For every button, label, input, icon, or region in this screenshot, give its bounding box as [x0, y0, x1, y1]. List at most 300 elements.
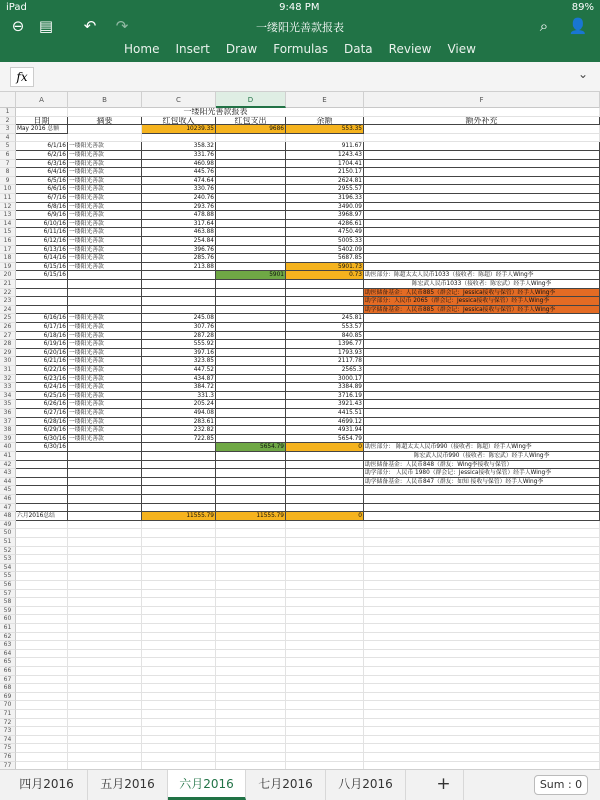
balance-cell[interactable]: 3921.43	[286, 400, 364, 409]
income-cell[interactable]: 478.88	[142, 211, 216, 220]
cell[interactable]	[68, 658, 142, 667]
cell[interactable]	[216, 547, 286, 556]
cell[interactable]	[364, 125, 600, 134]
expense-cell[interactable]	[216, 357, 286, 366]
row-number[interactable]: 54	[0, 564, 16, 573]
cell[interactable]	[216, 134, 286, 143]
row-number[interactable]: 12	[0, 203, 16, 212]
sheet-tab-aug[interactable]: 八月2016	[326, 770, 406, 800]
date-cell[interactable]: 6/5/16	[16, 177, 68, 186]
cell[interactable]	[286, 753, 364, 762]
income-cell[interactable]: 317.64	[142, 220, 216, 229]
desc-cell[interactable]: 一缕阳光善款	[68, 426, 142, 435]
cell[interactable]	[142, 615, 216, 624]
income-cell[interactable]: 474.64	[142, 177, 216, 186]
row-number[interactable]: 17	[0, 246, 16, 255]
cell[interactable]	[364, 547, 600, 556]
desc-cell[interactable]	[68, 443, 142, 452]
desc-cell[interactable]	[68, 271, 142, 280]
row-number[interactable]: 33	[0, 383, 16, 392]
cell[interactable]	[364, 676, 600, 685]
date-cell[interactable]: 6/20/16	[16, 349, 68, 358]
empty-cell[interactable]	[68, 297, 142, 306]
row-number[interactable]: 43	[0, 469, 16, 478]
cell[interactable]	[68, 762, 142, 769]
balance-cell[interactable]: 5901.73	[286, 263, 364, 272]
empty-cell[interactable]	[142, 306, 216, 315]
balance-cell[interactable]: 3384.89	[286, 383, 364, 392]
income-cell[interactable]: 307.76	[142, 323, 216, 332]
empty-cell[interactable]	[142, 469, 216, 478]
cell[interactable]	[16, 615, 68, 624]
date-cell[interactable]: 6/1/16	[16, 142, 68, 151]
column-header-c[interactable]: C	[142, 92, 216, 108]
cell[interactable]	[364, 538, 600, 547]
expense-cell[interactable]	[216, 400, 286, 409]
cell[interactable]	[68, 710, 142, 719]
cell[interactable]	[142, 684, 216, 693]
income-cell[interactable]: 205.24	[142, 400, 216, 409]
cell[interactable]	[16, 134, 68, 143]
cell[interactable]	[68, 564, 142, 573]
cell[interactable]	[16, 555, 68, 564]
row-number[interactable]: 3	[0, 125, 16, 134]
cell[interactable]	[216, 624, 286, 633]
cell[interactable]	[216, 641, 286, 650]
ribbon-tab-data[interactable]: Data	[344, 42, 373, 56]
cell[interactable]	[16, 529, 68, 538]
expense-cell[interactable]	[216, 160, 286, 169]
desc-cell[interactable]: 一缕阳光善款	[68, 263, 142, 272]
empty-cell[interactable]	[68, 461, 142, 470]
cell[interactable]	[286, 701, 364, 710]
income-cell[interactable]: 293.76	[142, 203, 216, 212]
cell[interactable]	[68, 581, 142, 590]
income-cell[interactable]: 722.85	[142, 435, 216, 444]
cell[interactable]	[364, 727, 600, 736]
cell[interactable]	[68, 624, 142, 633]
month-total-label[interactable]: May 2016 总额	[16, 125, 68, 134]
cell[interactable]	[286, 727, 364, 736]
empty-cell[interactable]	[142, 478, 216, 487]
row-number[interactable]: 53	[0, 555, 16, 564]
row-number[interactable]: 28	[0, 340, 16, 349]
row-number[interactable]: 1	[0, 108, 16, 117]
desc-cell[interactable]: 一缕阳光善款	[68, 142, 142, 151]
expense-cell[interactable]	[216, 220, 286, 229]
row-number[interactable]: 7	[0, 160, 16, 169]
expense-cell[interactable]	[216, 323, 286, 332]
balance-cell[interactable]: 0.73	[286, 271, 364, 280]
empty-cell[interactable]	[216, 297, 286, 306]
ribbon-tab-review[interactable]: Review	[388, 42, 432, 56]
cell[interactable]	[216, 581, 286, 590]
date-cell[interactable]: 6/14/16	[16, 254, 68, 263]
desc-cell[interactable]: 一缕阳光善款	[68, 357, 142, 366]
empty-cell[interactable]	[216, 469, 286, 478]
row-number[interactable]: 39	[0, 435, 16, 444]
cell[interactable]	[364, 108, 600, 117]
cell[interactable]	[364, 753, 600, 762]
row-number[interactable]: 13	[0, 211, 16, 220]
cell[interactable]	[364, 555, 600, 564]
cell[interactable]	[16, 693, 68, 702]
empty-cell[interactable]	[68, 486, 142, 495]
ribbon-tab-formulas[interactable]: Formulas	[273, 42, 328, 56]
back-icon[interactable]: ⊖	[11, 17, 25, 35]
cell[interactable]	[216, 753, 286, 762]
summary-balance[interactable]: 0	[286, 512, 364, 521]
note-cell[interactable]: 助医储备基金：人民币848（群友：Wing李接收与保管）	[364, 461, 600, 470]
balance-cell[interactable]: 245.81	[286, 314, 364, 323]
cell[interactable]	[364, 590, 600, 599]
date-cell[interactable]: 6/15/16	[16, 263, 68, 272]
cell[interactable]	[16, 641, 68, 650]
desc-cell[interactable]: 一缕阳光善款	[68, 228, 142, 237]
cell[interactable]	[286, 564, 364, 573]
date-cell[interactable]: 6/13/16	[16, 246, 68, 255]
balance-cell[interactable]: 1793.93	[286, 349, 364, 358]
empty-cell[interactable]	[16, 495, 68, 504]
ribbon-tab-home[interactable]: Home	[124, 42, 160, 56]
balance-cell[interactable]: 4286.61	[286, 220, 364, 229]
cell[interactable]	[216, 555, 286, 564]
cell[interactable]	[16, 658, 68, 667]
row-number[interactable]: 57	[0, 590, 16, 599]
row-number[interactable]: 55	[0, 572, 16, 581]
note-cell[interactable]	[364, 168, 600, 177]
empty-cell[interactable]	[286, 478, 364, 487]
cell[interactable]	[142, 547, 216, 556]
cell[interactable]	[364, 134, 600, 143]
balance-cell[interactable]: 5654.79	[286, 435, 364, 444]
note-cell[interactable]	[364, 504, 600, 513]
empty-cell[interactable]	[286, 297, 364, 306]
cell[interactable]	[216, 521, 286, 530]
cell[interactable]	[16, 650, 68, 659]
cell[interactable]	[216, 529, 286, 538]
row-number[interactable]: 47	[0, 504, 16, 513]
cell[interactable]	[142, 650, 216, 659]
desc-cell[interactable]: 一缕阳光善款	[68, 392, 142, 401]
balance-cell[interactable]: 4750.49	[286, 228, 364, 237]
desc-cell[interactable]: 一缕阳光善款	[68, 349, 142, 358]
income-cell[interactable]: 323.85	[142, 357, 216, 366]
cell[interactable]	[364, 693, 600, 702]
balance-cell[interactable]: 4699.12	[286, 418, 364, 427]
row-number[interactable]: 71	[0, 710, 16, 719]
date-cell[interactable]: 6/17/16	[16, 323, 68, 332]
date-cell[interactable]: 6/12/16	[16, 237, 68, 246]
summary-income[interactable]: 11555.79	[142, 512, 216, 521]
cell[interactable]	[286, 598, 364, 607]
date-cell[interactable]: 6/10/16	[16, 220, 68, 229]
cell[interactable]	[16, 684, 68, 693]
cell[interactable]	[142, 719, 216, 728]
expense-cell[interactable]: 5901	[216, 271, 286, 280]
cell[interactable]	[216, 633, 286, 642]
note-cell[interactable]	[364, 237, 600, 246]
column-header-a[interactable]: A	[16, 92, 68, 108]
header-cell[interactable]: 余额	[286, 117, 364, 126]
cell[interactable]	[16, 598, 68, 607]
cell[interactable]	[286, 624, 364, 633]
cell[interactable]	[142, 693, 216, 702]
date-cell[interactable]: 6/21/16	[16, 357, 68, 366]
cell[interactable]	[286, 521, 364, 530]
expense-cell[interactable]	[216, 366, 286, 375]
date-cell[interactable]: 6/9/16	[16, 211, 68, 220]
cell[interactable]	[68, 134, 142, 143]
cell[interactable]	[364, 744, 600, 753]
empty-cell[interactable]	[286, 486, 364, 495]
sheet-tab-apr[interactable]: 四月2016	[6, 770, 88, 800]
date-cell[interactable]: 6/23/16	[16, 375, 68, 384]
row-number[interactable]: 26	[0, 323, 16, 332]
cell[interactable]	[142, 658, 216, 667]
desc-cell[interactable]: 一缕阳光善款	[68, 177, 142, 186]
empty-cell[interactable]	[286, 306, 364, 315]
cell[interactable]	[142, 736, 216, 745]
empty-cell[interactable]	[16, 478, 68, 487]
row-number[interactable]: 9	[0, 177, 16, 186]
header-cell[interactable]: 摘要	[68, 117, 142, 126]
date-cell[interactable]: 6/19/16	[16, 340, 68, 349]
row-number[interactable]: 65	[0, 658, 16, 667]
desc-cell[interactable]: 一缕阳光善款	[68, 435, 142, 444]
cell[interactable]	[216, 719, 286, 728]
note-cell[interactable]	[364, 486, 600, 495]
date-cell[interactable]: 6/25/16	[16, 392, 68, 401]
cell[interactable]	[364, 633, 600, 642]
balance-cell[interactable]: 2150.17	[286, 168, 364, 177]
expense-cell[interactable]	[216, 418, 286, 427]
income-cell[interactable]: 232.82	[142, 426, 216, 435]
cell[interactable]	[142, 744, 216, 753]
row-number[interactable]: 6	[0, 151, 16, 160]
cell[interactable]	[142, 676, 216, 685]
note-cell[interactable]	[364, 366, 600, 375]
empty-cell[interactable]	[142, 280, 216, 289]
cell[interactable]	[142, 564, 216, 573]
note-cell[interactable]	[364, 203, 600, 212]
note-cell[interactable]	[364, 211, 600, 220]
sheet-title[interactable]: 一缕阳光善款报表	[68, 108, 364, 117]
income-cell[interactable]: 285.76	[142, 254, 216, 263]
row-number[interactable]: 18	[0, 254, 16, 263]
note-cell[interactable]	[364, 392, 600, 401]
cell[interactable]	[364, 719, 600, 728]
cell[interactable]	[286, 693, 364, 702]
empty-cell[interactable]	[16, 306, 68, 315]
sheet-tab-jun[interactable]: 六月2016	[168, 770, 246, 800]
cell[interactable]	[68, 590, 142, 599]
row-number[interactable]: 46	[0, 495, 16, 504]
cell[interactable]	[142, 538, 216, 547]
month-total-expense[interactable]: 9686	[216, 125, 286, 134]
row-number[interactable]: 31	[0, 366, 16, 375]
income-cell[interactable]: 330.76	[142, 185, 216, 194]
empty-cell[interactable]	[216, 306, 286, 315]
expense-cell[interactable]	[216, 349, 286, 358]
cell[interactable]	[142, 667, 216, 676]
income-cell[interactable]: 397.16	[142, 349, 216, 358]
balance-cell[interactable]: 3196.33	[286, 194, 364, 203]
month-total-income[interactable]: 10239.35	[142, 125, 216, 134]
income-cell[interactable]: 245.08	[142, 314, 216, 323]
cell[interactable]	[142, 753, 216, 762]
row-number[interactable]: 62	[0, 633, 16, 642]
row-number[interactable]: 23	[0, 297, 16, 306]
expense-cell[interactable]: 5654.79	[216, 443, 286, 452]
row-number[interactable]: 21	[0, 280, 16, 289]
row-number[interactable]: 27	[0, 332, 16, 341]
empty-cell[interactable]	[286, 289, 364, 298]
empty-cell[interactable]	[16, 461, 68, 470]
spreadsheet-grid[interactable]	[0, 92, 600, 769]
note-cell[interactable]	[364, 142, 600, 151]
desc-cell[interactable]: 一缕阳光善款	[68, 160, 142, 169]
row-number[interactable]: 58	[0, 598, 16, 607]
header-cell[interactable]: 红包收入	[142, 117, 216, 126]
row-number[interactable]: 63	[0, 641, 16, 650]
cell[interactable]	[286, 650, 364, 659]
expense-cell[interactable]	[216, 375, 286, 384]
cell[interactable]	[364, 762, 600, 769]
empty-cell[interactable]	[216, 495, 286, 504]
expense-cell[interactable]	[216, 392, 286, 401]
cell[interactable]	[68, 633, 142, 642]
row-number[interactable]: 10	[0, 185, 16, 194]
note-cell[interactable]	[364, 263, 600, 272]
expense-cell[interactable]	[216, 383, 286, 392]
cell[interactable]	[286, 615, 364, 624]
sheet-tab-jul[interactable]: 七月2016	[246, 770, 326, 800]
desc-cell[interactable]: 一缕阳光善款	[68, 332, 142, 341]
desc-cell[interactable]: 一缕阳光善款	[68, 409, 142, 418]
add-person-icon[interactable]: 👤	[568, 17, 588, 35]
cell[interactable]	[286, 538, 364, 547]
date-cell[interactable]: 6/30/16	[16, 435, 68, 444]
row-number[interactable]: 77	[0, 762, 16, 769]
cell[interactable]	[16, 762, 68, 769]
empty-cell[interactable]	[68, 280, 142, 289]
cell[interactable]	[216, 676, 286, 685]
note-cell[interactable]	[364, 418, 600, 427]
row-number[interactable]: 67	[0, 676, 16, 685]
expense-cell[interactable]	[216, 435, 286, 444]
cell[interactable]	[364, 650, 600, 659]
cell[interactable]	[286, 607, 364, 616]
cell[interactable]	[68, 641, 142, 650]
cell[interactable]	[142, 710, 216, 719]
cell[interactable]	[142, 641, 216, 650]
desc-cell[interactable]: 一缕阳光善款	[68, 366, 142, 375]
cell[interactable]	[286, 658, 364, 667]
expense-cell[interactable]	[216, 409, 286, 418]
cell[interactable]	[142, 624, 216, 633]
date-cell[interactable]: 6/6/16	[16, 185, 68, 194]
note-cell[interactable]	[364, 323, 600, 332]
expense-cell[interactable]	[216, 185, 286, 194]
cell[interactable]	[68, 615, 142, 624]
cell[interactable]	[68, 753, 142, 762]
cell[interactable]	[142, 762, 216, 769]
cell[interactable]	[16, 727, 68, 736]
balance-cell[interactable]: 1396.77	[286, 340, 364, 349]
income-cell[interactable]: 460.98	[142, 160, 216, 169]
row-number[interactable]: 34	[0, 392, 16, 401]
row-number[interactable]: 69	[0, 693, 16, 702]
note-cell[interactable]	[364, 151, 600, 160]
cell[interactable]	[16, 581, 68, 590]
cell[interactable]	[142, 598, 216, 607]
header-cell[interactable]: 日期	[16, 117, 68, 126]
cell[interactable]	[142, 521, 216, 530]
cell[interactable]	[142, 607, 216, 616]
cell[interactable]	[68, 667, 142, 676]
expense-cell[interactable]	[216, 211, 286, 220]
sum-indicator[interactable]: Sum : 0	[534, 775, 588, 795]
empty-cell[interactable]	[16, 289, 68, 298]
cell[interactable]	[16, 753, 68, 762]
cell[interactable]	[68, 125, 142, 134]
income-cell[interactable]: 283.61	[142, 418, 216, 427]
empty-cell[interactable]	[68, 469, 142, 478]
empty-cell[interactable]	[286, 495, 364, 504]
desc-cell[interactable]: 一缕阳光善款	[68, 375, 142, 384]
income-cell[interactable]: 384.72	[142, 383, 216, 392]
income-cell[interactable]: 254.84	[142, 237, 216, 246]
empty-cell[interactable]	[68, 452, 142, 461]
income-cell[interactable]: 463.88	[142, 228, 216, 237]
cell[interactable]	[286, 555, 364, 564]
note-cell[interactable]	[364, 220, 600, 229]
balance-cell[interactable]: 3490.09	[286, 203, 364, 212]
cell[interactable]	[142, 572, 216, 581]
income-cell[interactable]: 287.28	[142, 332, 216, 341]
desc-cell[interactable]: 一缕阳光善款	[68, 203, 142, 212]
empty-cell[interactable]	[142, 452, 216, 461]
income-cell[interactable]: 240.76	[142, 194, 216, 203]
cell[interactable]	[216, 701, 286, 710]
balance-cell[interactable]: 0	[286, 443, 364, 452]
note-cell[interactable]	[364, 194, 600, 203]
desc-cell[interactable]: 一缕阳光善款	[68, 168, 142, 177]
desc-cell[interactable]: 一缕阳光善款	[68, 254, 142, 263]
row-number[interactable]: 76	[0, 753, 16, 762]
date-cell[interactable]: 6/26/16	[16, 400, 68, 409]
header-cell[interactable]: 红包支出	[216, 117, 286, 126]
cell[interactable]	[286, 719, 364, 728]
row-number[interactable]: 42	[0, 461, 16, 470]
date-cell[interactable]: 6/11/16	[16, 228, 68, 237]
expense-cell[interactable]	[216, 177, 286, 186]
cell[interactable]	[16, 676, 68, 685]
date-cell[interactable]: 6/8/16	[16, 203, 68, 212]
empty-cell[interactable]	[286, 280, 364, 289]
row-number[interactable]: 35	[0, 400, 16, 409]
balance-cell[interactable]: 2624.81	[286, 177, 364, 186]
cell[interactable]	[286, 590, 364, 599]
balance-cell[interactable]: 5402.09	[286, 246, 364, 255]
cell[interactable]	[16, 667, 68, 676]
row-number[interactable]: 40	[0, 443, 16, 452]
expense-cell[interactable]	[216, 426, 286, 435]
expense-cell[interactable]	[216, 168, 286, 177]
column-header-b[interactable]: B	[68, 92, 142, 108]
row-number[interactable]: 72	[0, 719, 16, 728]
